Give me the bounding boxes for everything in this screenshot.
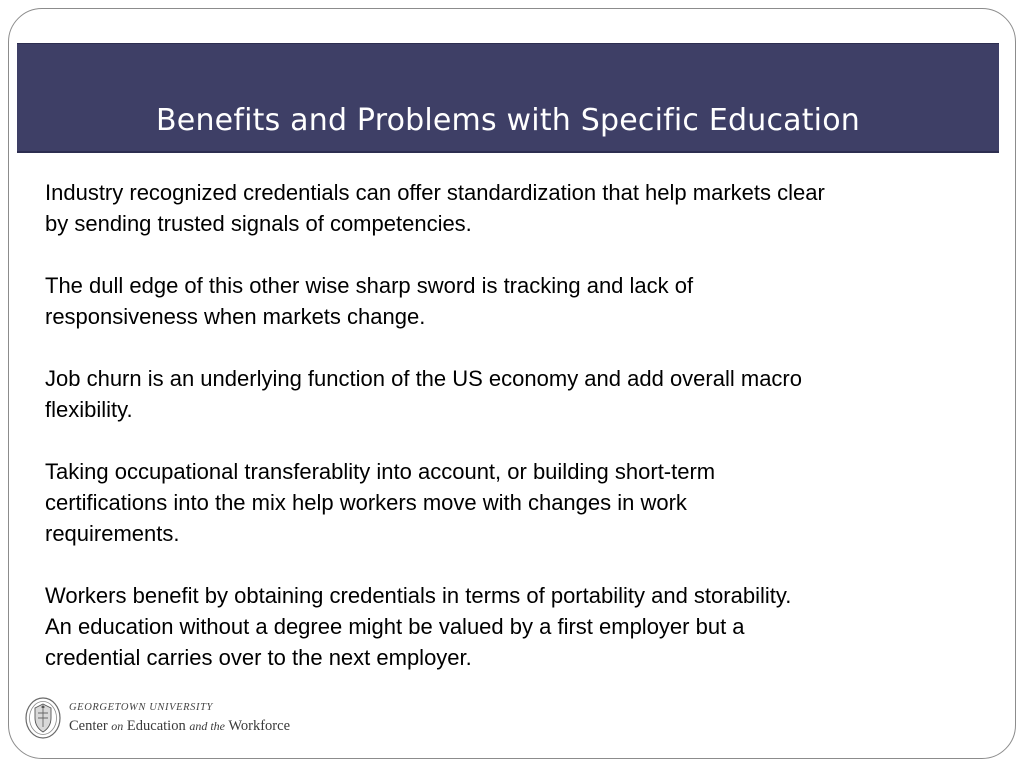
- paragraph-line: Industry recognized credentials can offer standardization that help markets clear: [45, 180, 825, 205]
- paragraph-line: certifications into the mix help workers move with changes in work: [45, 490, 687, 515]
- paragraph-line: flexibility.: [45, 397, 133, 422]
- center-word: Workforce: [228, 718, 291, 734]
- paragraph-2: [45, 270, 980, 332]
- paragraph-line: An education without a degree might be valued by a first employer but a: [45, 614, 745, 639]
- paragraph-1: [45, 177, 980, 239]
- paragraph-line: Taking occupational transferablity into account, or building short-term: [45, 459, 716, 484]
- paragraph-line: by sending trusted signals of competencies.: [45, 211, 472, 236]
- center-word: and the: [189, 719, 225, 733]
- center-word: on: [111, 719, 124, 733]
- slide-title: Benefits and Problems with Specific Education: [156, 103, 860, 138]
- paragraph-line: The dull edge of this other wise sharp sword is tracking and lack of: [45, 273, 694, 298]
- center-word: Education: [126, 718, 186, 734]
- paragraph-line: Job churn is an underlying function of the US economy and add overall macro: [45, 366, 802, 391]
- slide-body: [45, 177, 980, 673]
- paragraph-line: Workers benefit by obtaining credentials in terms of portability and storability.: [45, 583, 792, 608]
- footer-logo: [24, 695, 294, 743]
- paragraph-line: responsiveness when markets change.: [45, 304, 426, 329]
- title-band: [17, 43, 999, 153]
- center-word: Center: [69, 718, 108, 734]
- paragraph-5: [45, 580, 980, 673]
- georgetown-seal-icon: [24, 695, 62, 741]
- paragraph-3: [45, 363, 980, 425]
- paragraph-line: requirements.: [45, 521, 180, 546]
- paragraph-line: credential carries over to the next employer.: [45, 645, 472, 670]
- university-name: GEORGETOWN UNIVERSITY: [69, 702, 213, 713]
- center-name: [69, 718, 290, 735]
- paragraph-4: [45, 456, 980, 549]
